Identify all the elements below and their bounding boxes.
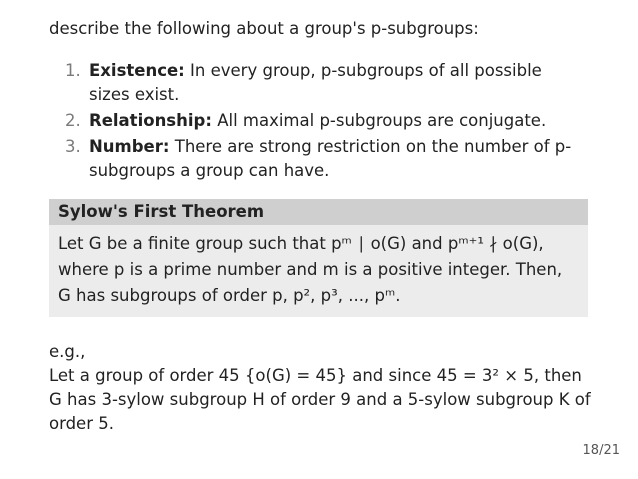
example-text: Let a group of order 45 {o(G) = 45} and since 45 = 3² × 5, then G has 3-sylow subgroup H of order 9 and a 5-sylow subgroup K of order 5. [49, 366, 591, 433]
list-item-relationship [65, 109, 585, 133]
theorem-block [49, 199, 588, 317]
list-number: 2. [65, 111, 81, 130]
theorem-body: Let G be a finite group such that pᵐ ∣ o(G) and pᵐ⁺¹ ∤ o(G), where p is a prime number and m is a positive integer. Then, G has subgroups of order p, p², p³, ..., pᵐ. [58, 234, 563, 305]
theorem-title: Sylow's First Theorem [49, 199, 588, 225]
example-section [49, 340, 594, 436]
list-item-number [65, 135, 585, 183]
list-item-text: All maximal p-subgroups are conjugate. [211, 111, 547, 130]
list-item-title: Relationship: [89, 111, 212, 130]
list-item-existence [65, 59, 585, 107]
list-number: 3. [65, 137, 81, 156]
property-list [65, 59, 585, 185]
list-item-text: There are strong restriction on the number of p-subgroups a group can have. [89, 137, 572, 180]
example-label: e.g., [49, 342, 86, 361]
list-item-title: Existence: [89, 61, 185, 80]
page-number: 18/21 [582, 443, 620, 458]
list-item-title: Number: [89, 137, 170, 156]
list-item-text: In every group, p-subgroups of all possible sizes exist. [89, 61, 542, 104]
intro-text: describe the following about a group's p-subgroups: [49, 19, 479, 38]
list-number: 1. [65, 61, 81, 80]
